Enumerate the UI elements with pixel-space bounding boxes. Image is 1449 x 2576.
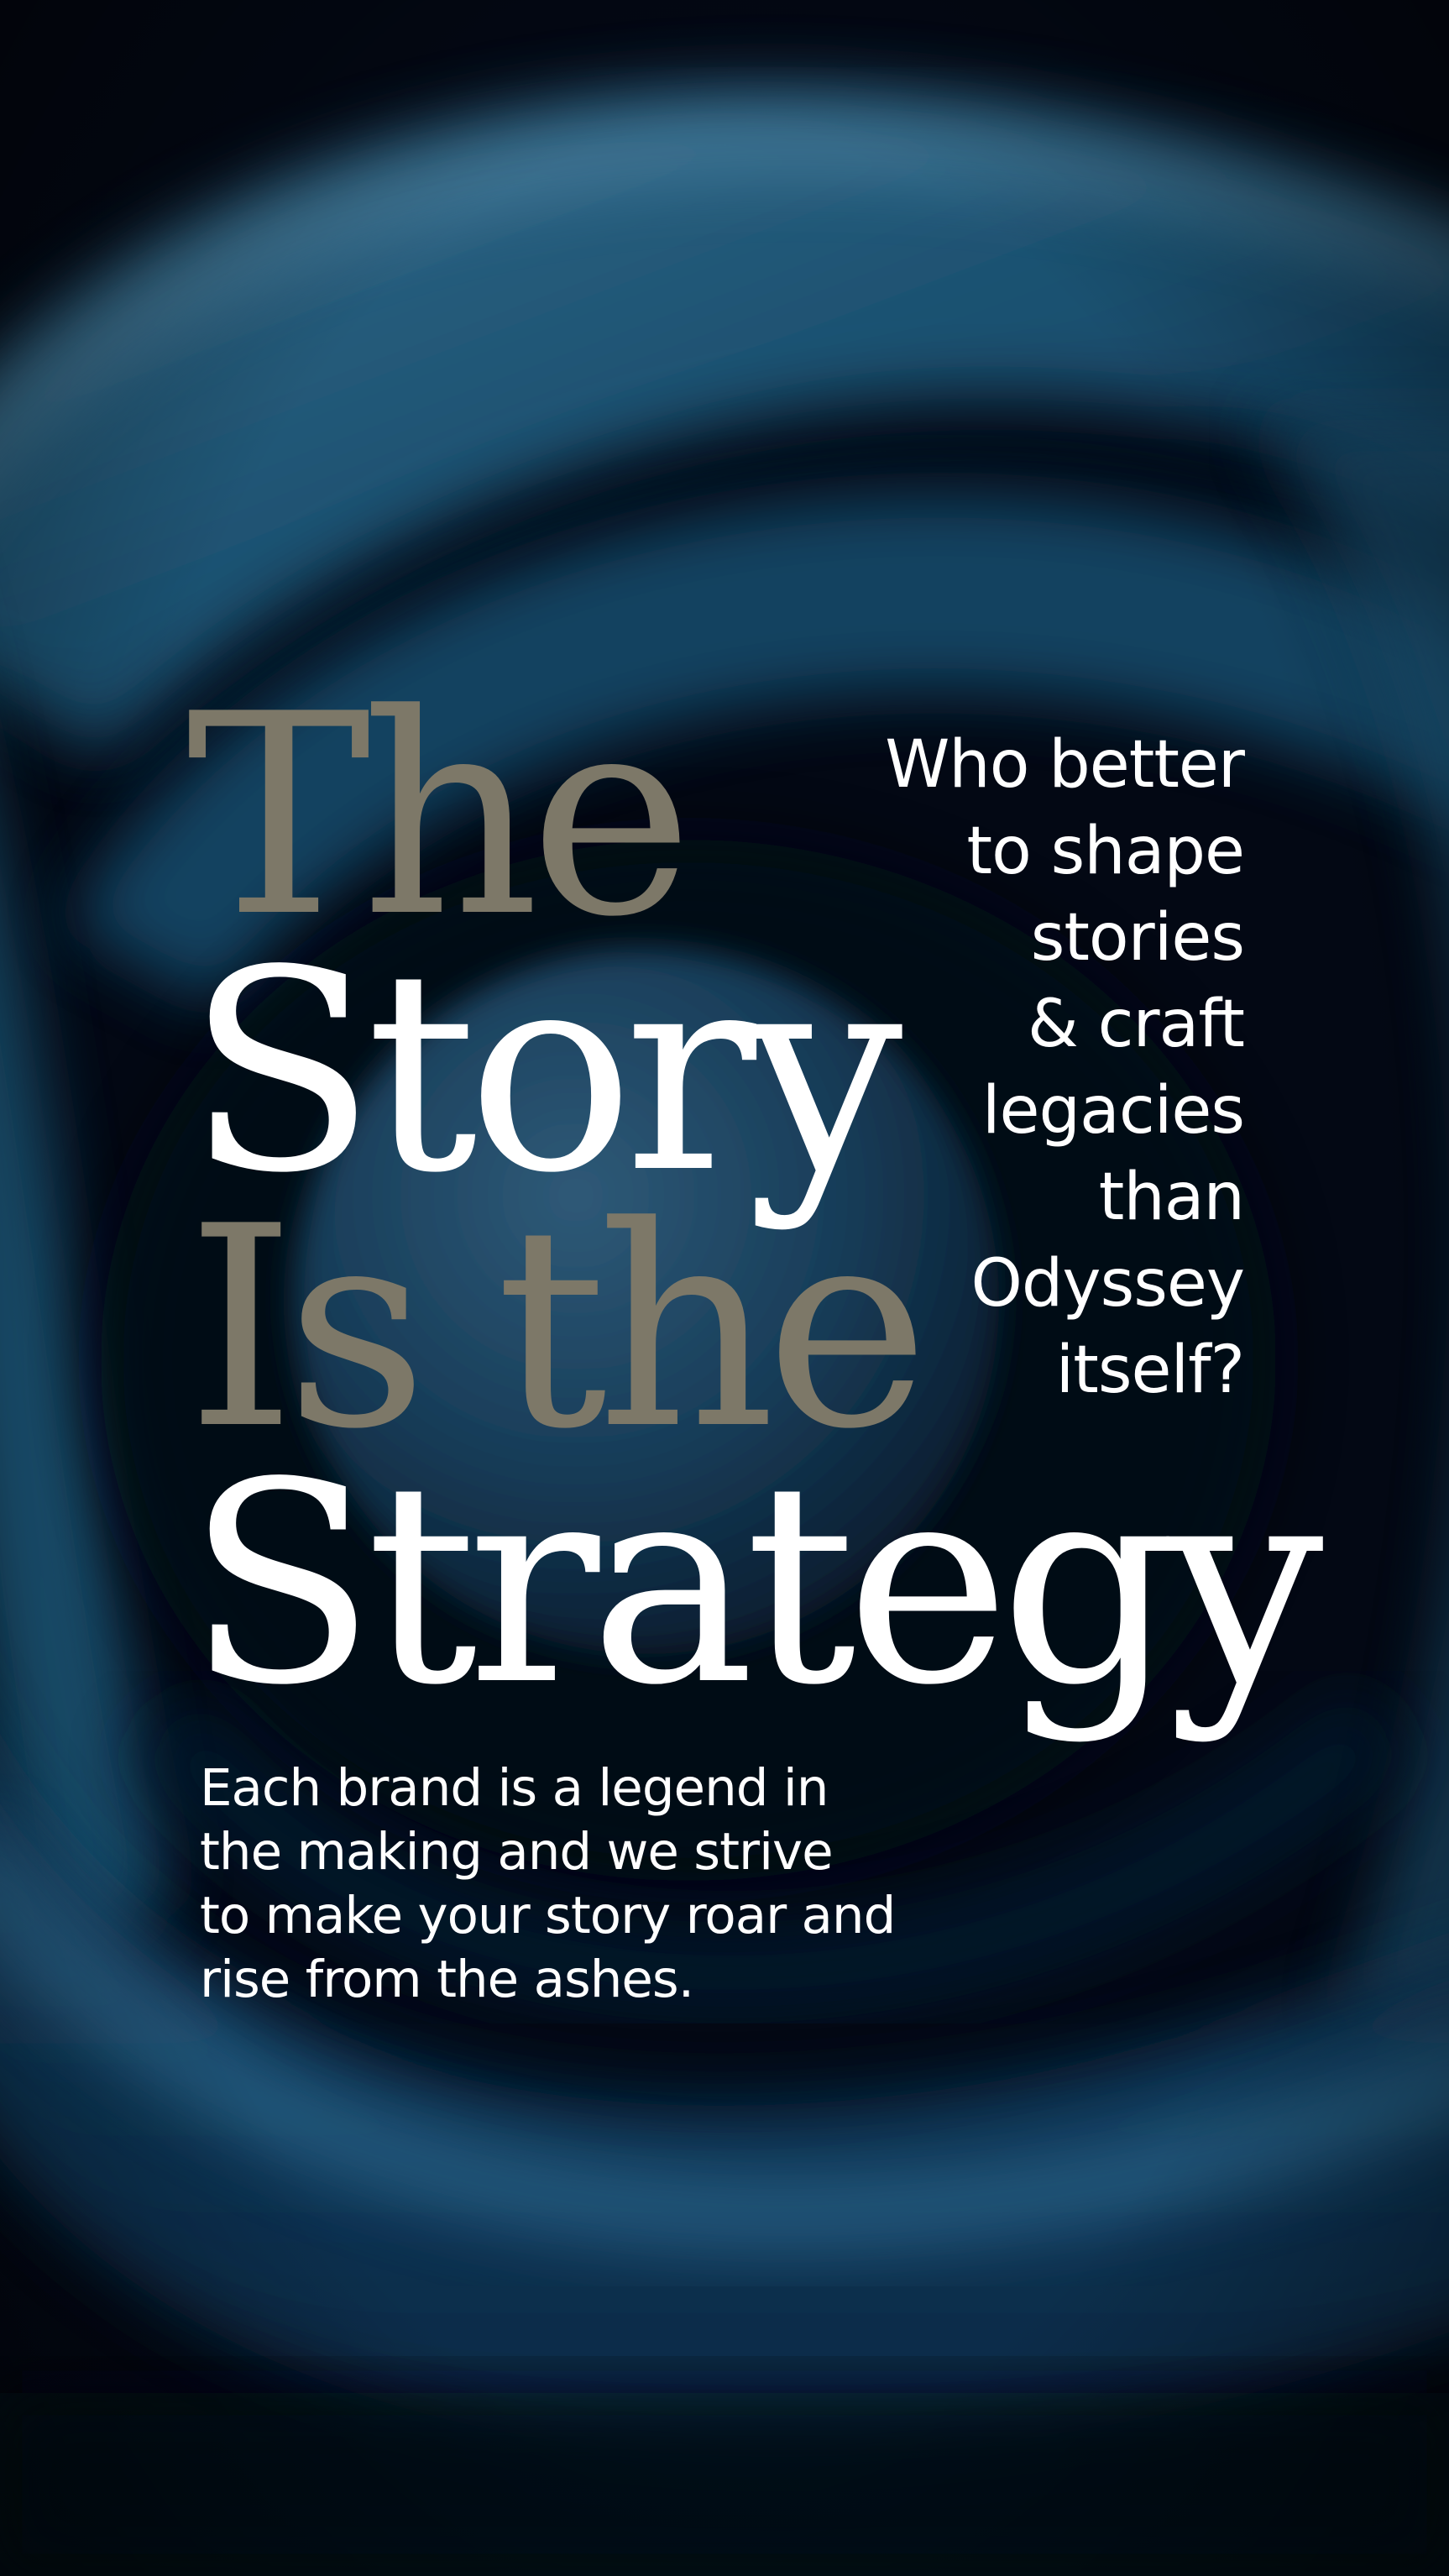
question-line: than (1098, 1160, 1244, 1235)
question-line: itself? (1055, 1333, 1244, 1408)
tagline-line: Each brand is a legend in (200, 1758, 829, 1818)
question-line: Who better (885, 727, 1244, 803)
tagline-line: the making and we strive (200, 1822, 833, 1882)
tagline-paragraph (200, 1757, 1039, 2012)
question-line: Odyssey (970, 1246, 1244, 1322)
question-line: stories (1030, 900, 1244, 976)
question-line: & craft (1027, 987, 1244, 1062)
headline-line-story: Story (186, 911, 893, 1233)
tagline-line: rise from the ashes. (200, 1950, 694, 2009)
question-text (774, 722, 1244, 1414)
headline-line-strategy: Strategy (186, 1423, 1314, 1746)
question-line: to shape (966, 814, 1244, 889)
headline-line-is-the: Is the (186, 1167, 920, 1490)
question-line: legacies (981, 1073, 1244, 1149)
headline-line-the: The (186, 655, 683, 977)
tagline-line: to make your story roar and (200, 1886, 896, 1945)
